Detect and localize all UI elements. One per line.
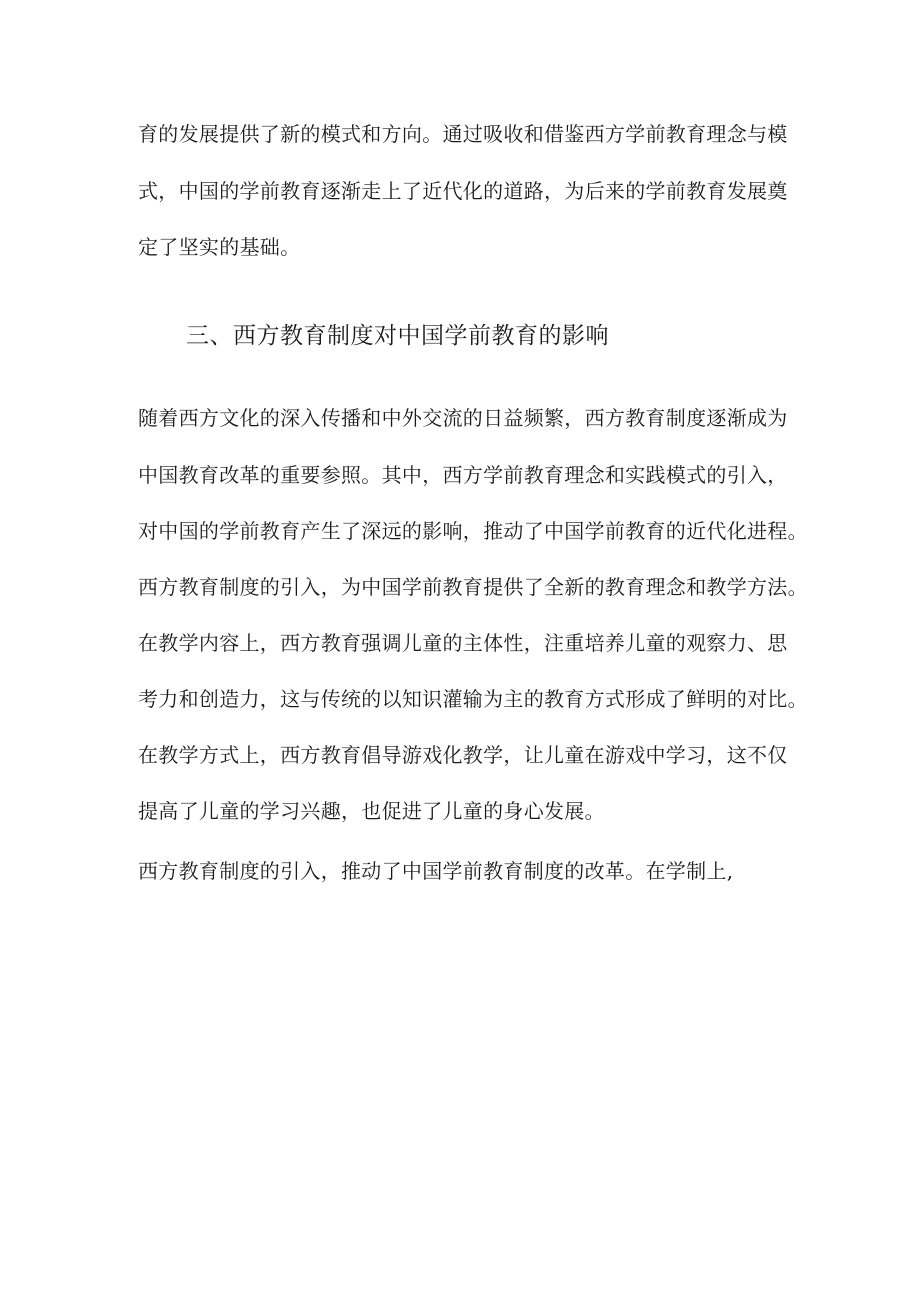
paragraph-line: 西方教育制度的引入，推动了中国学前教育制度的改革。在学制上, bbox=[138, 859, 734, 883]
paragraph-line: 中国教育改革的重要参照。其中，西方学前教育理念和实践模式的引入， bbox=[138, 463, 788, 487]
paragraph-line: 西方教育制度的引入，为中国学前教育提供了全新的教育理念和教学方法。 bbox=[138, 575, 808, 599]
section-heading: 三、西方教育制度对中国学前教育的影响 bbox=[186, 323, 609, 349]
intro-line: 育的发展提供了新的模式和方向。通过吸收和借鉴西方学前教育理念与模 bbox=[138, 122, 788, 146]
paragraph-line: 在教学内容上，西方教育强调儿童的主体性，注重培养儿童的观察力、思 bbox=[138, 631, 788, 655]
paragraph-line: 提高了儿童的学习兴趣，也促进了儿童的身心发展。 bbox=[138, 799, 605, 823]
paragraph-line: 随着西方文化的深入传播和中外交流的日益频繁，西方教育制度逐渐成为 bbox=[138, 406, 788, 430]
paragraph-line: 在教学方式上，西方教育倡导游戏化教学，让儿童在游戏中学习，这不仅 bbox=[138, 743, 788, 767]
intro-line: 定了坚实的基础。 bbox=[138, 235, 301, 259]
paragraph-line: 对中国的学前教育产生了深远的影响，推动了中国学前教育的近代化进程。 bbox=[138, 519, 808, 543]
intro-line: 式，中国的学前教育逐渐走上了近代化的道路，为后来的学前教育发展奠 bbox=[138, 179, 788, 203]
paragraph-line: 考力和创造力，这与传统的以知识灌输为主的教育方式形成了鲜明的对比。 bbox=[138, 687, 808, 711]
